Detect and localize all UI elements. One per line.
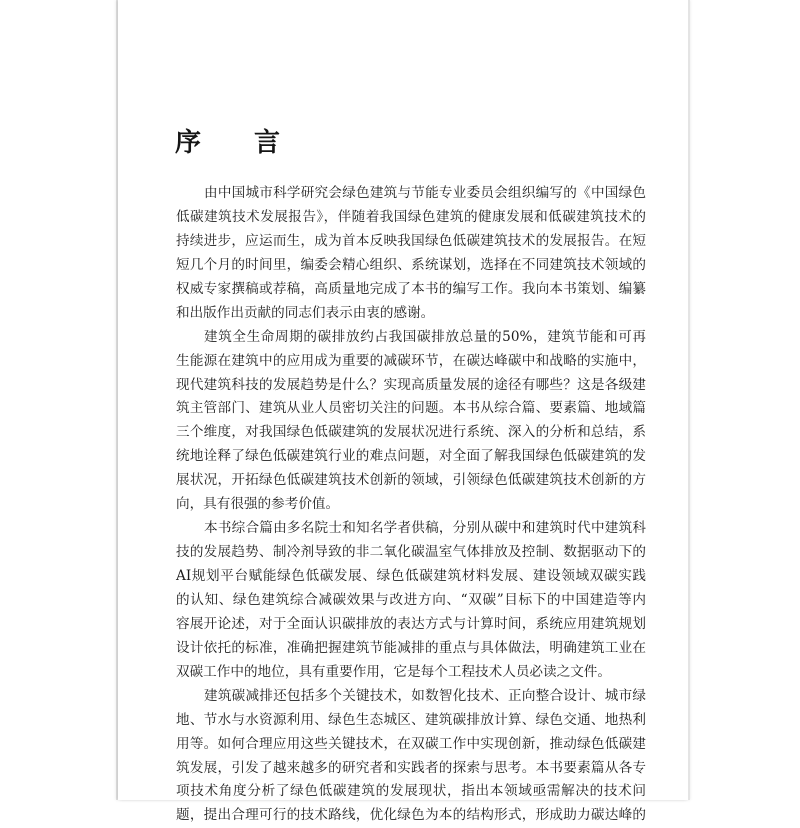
text-line: 技的发展趋势、制冷剂导致的非二氧化碳温室气体排放及控制、数据驱动下的 bbox=[176, 544, 646, 561]
text-line: 和出版作出贡献的同志们表示由衷的感谢。 bbox=[176, 304, 435, 321]
text-line: 用等。如何合理应用这些关键技术，在双碳工作中实现创新，推动绿色低碳建 bbox=[176, 735, 646, 752]
text-line: 三个维度，对我国绿色低碳建筑的发展状况进行系统、深入的分析和总结，系 bbox=[176, 424, 646, 441]
text-line: 展状况，开拓绿色低碳建筑技术创新的领域，引领绿色低碳建筑技术创新的方 bbox=[176, 472, 646, 489]
page-heading: 序 言 bbox=[175, 128, 303, 158]
text-line: 地、节水与水资源利用、绿色生态城区、建筑碳排放计算、绿色交通、地热利 bbox=[176, 711, 646, 728]
text-line: 建筑全生命周期的碳排放约占我国碳排放总量的50%，建筑节能和可再 bbox=[204, 328, 646, 345]
text-line: 双碳工作中的地位，具有重要作用，它是每个工程技术人员必读之文件。 bbox=[176, 663, 611, 680]
text-line: 向，具有很强的参考价值。 bbox=[176, 496, 340, 513]
text-line: 建筑碳减排还包括多个关键技术，如数智化技术、正向整合设计、城市绿 bbox=[204, 687, 646, 704]
text-line: 权威专家撰稿或荐稿，高质量地完成了本书的编写工作。我向本书策划、编纂 bbox=[176, 280, 646, 297]
text-line: 持续进步，应运而生，成为首本反映我国绿色低碳建筑技术的发展报告。在短 bbox=[176, 232, 646, 249]
text-line: 本书综合篇由多名院士和知名学者供稿，分别从碳中和建筑时代中建筑科 bbox=[204, 520, 646, 537]
text-line: 项技术角度分析了绿色低碳建筑的发展现状，指出本领域亟需解决的技术问 bbox=[176, 783, 646, 800]
body-text bbox=[176, 182, 646, 828]
text-line: 短几个月的时间里，编委会精心组织、系统谋划，选择在不同建筑技术领域的 bbox=[176, 256, 646, 273]
text-line: 设计依托的标准，准确把握建筑节能减排的重点与具体做法，明确建筑工业在 bbox=[176, 639, 646, 656]
text-line: 低碳建筑技术发展报告》，伴随着我国绿色建筑的健康发展和低碳建筑技术的 bbox=[176, 208, 646, 225]
text-line: 题，提出合理可行的技术路线，优化绿色为本的结构形式，形成助力碳达峰的 bbox=[176, 807, 646, 824]
text-line: 的认知、绿色建筑综合减碳效果与改进方向、“双碳”目标下的中国建造等内 bbox=[176, 591, 646, 608]
text-line: 筑主管部门、建筑从业人员密切关注的问题。本书从综合篇、要素篇、地域篇 bbox=[176, 400, 646, 417]
page-right-edge bbox=[688, 0, 690, 800]
text-line: 筑发展，引发了越来越多的研究者和实践者的探索与思考。本书要素篇从各专 bbox=[176, 759, 646, 776]
text-line: AI规划平台赋能绿色低碳发展、绿色低碳建筑材料发展、建设领域双碳实践 bbox=[176, 568, 646, 584]
text-line: 容展开论述，对于全面认识碳排放的表达方式与计算时间，系统应用建筑规划 bbox=[176, 615, 646, 632]
text-line: 由中国城市科学研究会绿色建筑与节能专业委员会组织编写的《中国绿色 bbox=[204, 185, 646, 201]
text-line: 生能源在建筑中的应用成为重要的减碳环节，在碳达峰碳中和战略的实施中， bbox=[176, 352, 646, 369]
text-line: 统地诠释了绿色低碳建筑行业的难点问题，对全面了解我国绿色低碳建筑的发 bbox=[176, 448, 646, 465]
text-line: 现代建筑科技的发展趋势是什么？实现高质量发展的途径有哪些？这是各级建 bbox=[176, 376, 646, 393]
